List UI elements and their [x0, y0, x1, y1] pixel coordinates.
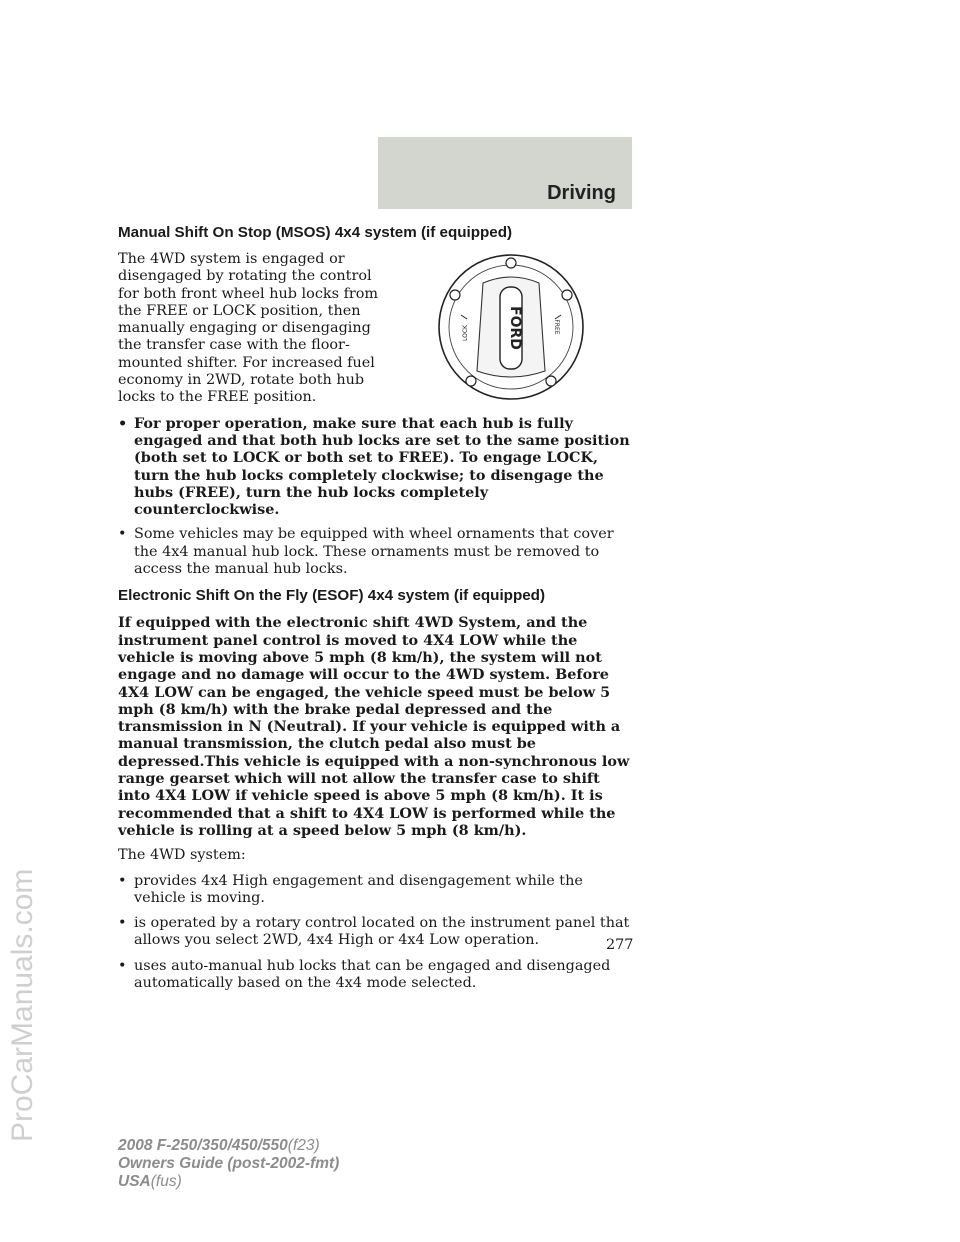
footer-region-code: (fus) — [150, 1173, 182, 1190]
msos-heading: Manual Shift On Stop (MSOS) 4x4 system (if equipped) — [118, 224, 513, 241]
footer-model-code: (f23) — [287, 1137, 320, 1154]
esof-warning: If equipped with the electronic shift 4WD System, and the instrument panel control is moved to 4X4 LOW while the vehicle is moving above 5 mph (8 km/h), the system will not engage and no damage will occur to the 4WD system. Before 4X4 LOW can be engaged, the vehicle speed must be below 5 mph (8 km/h) with the brake pedal depressed and the transmission in N (Neutral). If your vehicle is equipped with a manual transmission, the clutch pedal also must be depressed.This vehicle is equipped with a non-synchronous low range gearset which will not allow the transfer case to shift into 4X4 LOW if vehicle speed is above 5 mph (8 km/h). It is recommended that a shift to 4X4 LOW is performed while the vehicle is rolling at a speed below 5 mph (8 km/h). — [118, 614, 630, 839]
bullet-glyph: • — [118, 957, 127, 974]
esof-system-intro: The 4WD system: — [118, 847, 246, 864]
msos-intro: The 4WD system is engaged or disengaged by rotating the control for both front wheel hub locks from the FREE or LOCK position, then manually engaging or disengaging the transfer case with the floor-mounted shifter. For increased fuel economy in 2WD, rotate both hub locks to the FREE position. — [118, 251, 379, 406]
footer-region: USA — [118, 1173, 151, 1190]
bullet-text: Some vehicles may be equipped with wheel ornaments that cover the 4x4 manual hub lock. These ornaments must be removed to access the manual hub locks. — [134, 526, 614, 578]
bullet-text: uses auto-manual hub locks that can be engaged and disengaged automatically based on the 4x4 mode selected. — [134, 957, 611, 991]
list-item — [118, 915, 636, 950]
footer-region-line — [118, 1173, 339, 1191]
list-item — [118, 526, 636, 578]
list-item — [118, 873, 636, 908]
bullet-text: is operated by a rotary control located on the instrument panel that allows you select 2WD, 4x4 High or 4x4 Low operation. — [134, 915, 630, 949]
esof-bullets — [118, 873, 636, 993]
bullet-glyph: • — [118, 414, 128, 432]
list-item — [118, 958, 636, 993]
bullet-glyph: • — [118, 526, 127, 543]
page-body — [118, 224, 636, 1000]
bullet-glyph: • — [118, 872, 127, 889]
footer-model-line — [118, 1137, 339, 1155]
list-item — [118, 415, 636, 519]
free-label: FREE — [553, 319, 560, 335]
bullet-text: provides 4x4 High engagement and disengagement while the vehicle is moving. — [134, 872, 583, 906]
bullet-text: For proper operation, make sure that each hub is fully engaged and that both hub locks are set to the same position (both set to LOCK or both set to FREE). To engage LOCK, turn the hub locks completely clockwise; to disengage the hubs (FREE), turn the hub locks completely counterclockwise. — [134, 414, 630, 519]
watermark: ProCarManuals.com — [6, 868, 39, 1142]
footer-guide: Owners Guide (post-2002-fmt) — [118, 1155, 340, 1172]
hub-knob-brand: FORD — [507, 306, 523, 350]
page-number: 277 — [606, 937, 634, 953]
esof-heading: Electronic Shift On the Fly (ESOF) 4x4 system (if equipped) — [118, 587, 546, 605]
footer-model: 2008 F-250/350/450/550 — [118, 1137, 288, 1154]
section-label: Driving — [547, 182, 616, 204]
lock-label: LOCK — [462, 325, 469, 341]
bullet-glyph: • — [118, 915, 127, 932]
msos-bullets — [118, 415, 636, 579]
footer — [118, 1137, 339, 1191]
header-band — [378, 137, 632, 209]
